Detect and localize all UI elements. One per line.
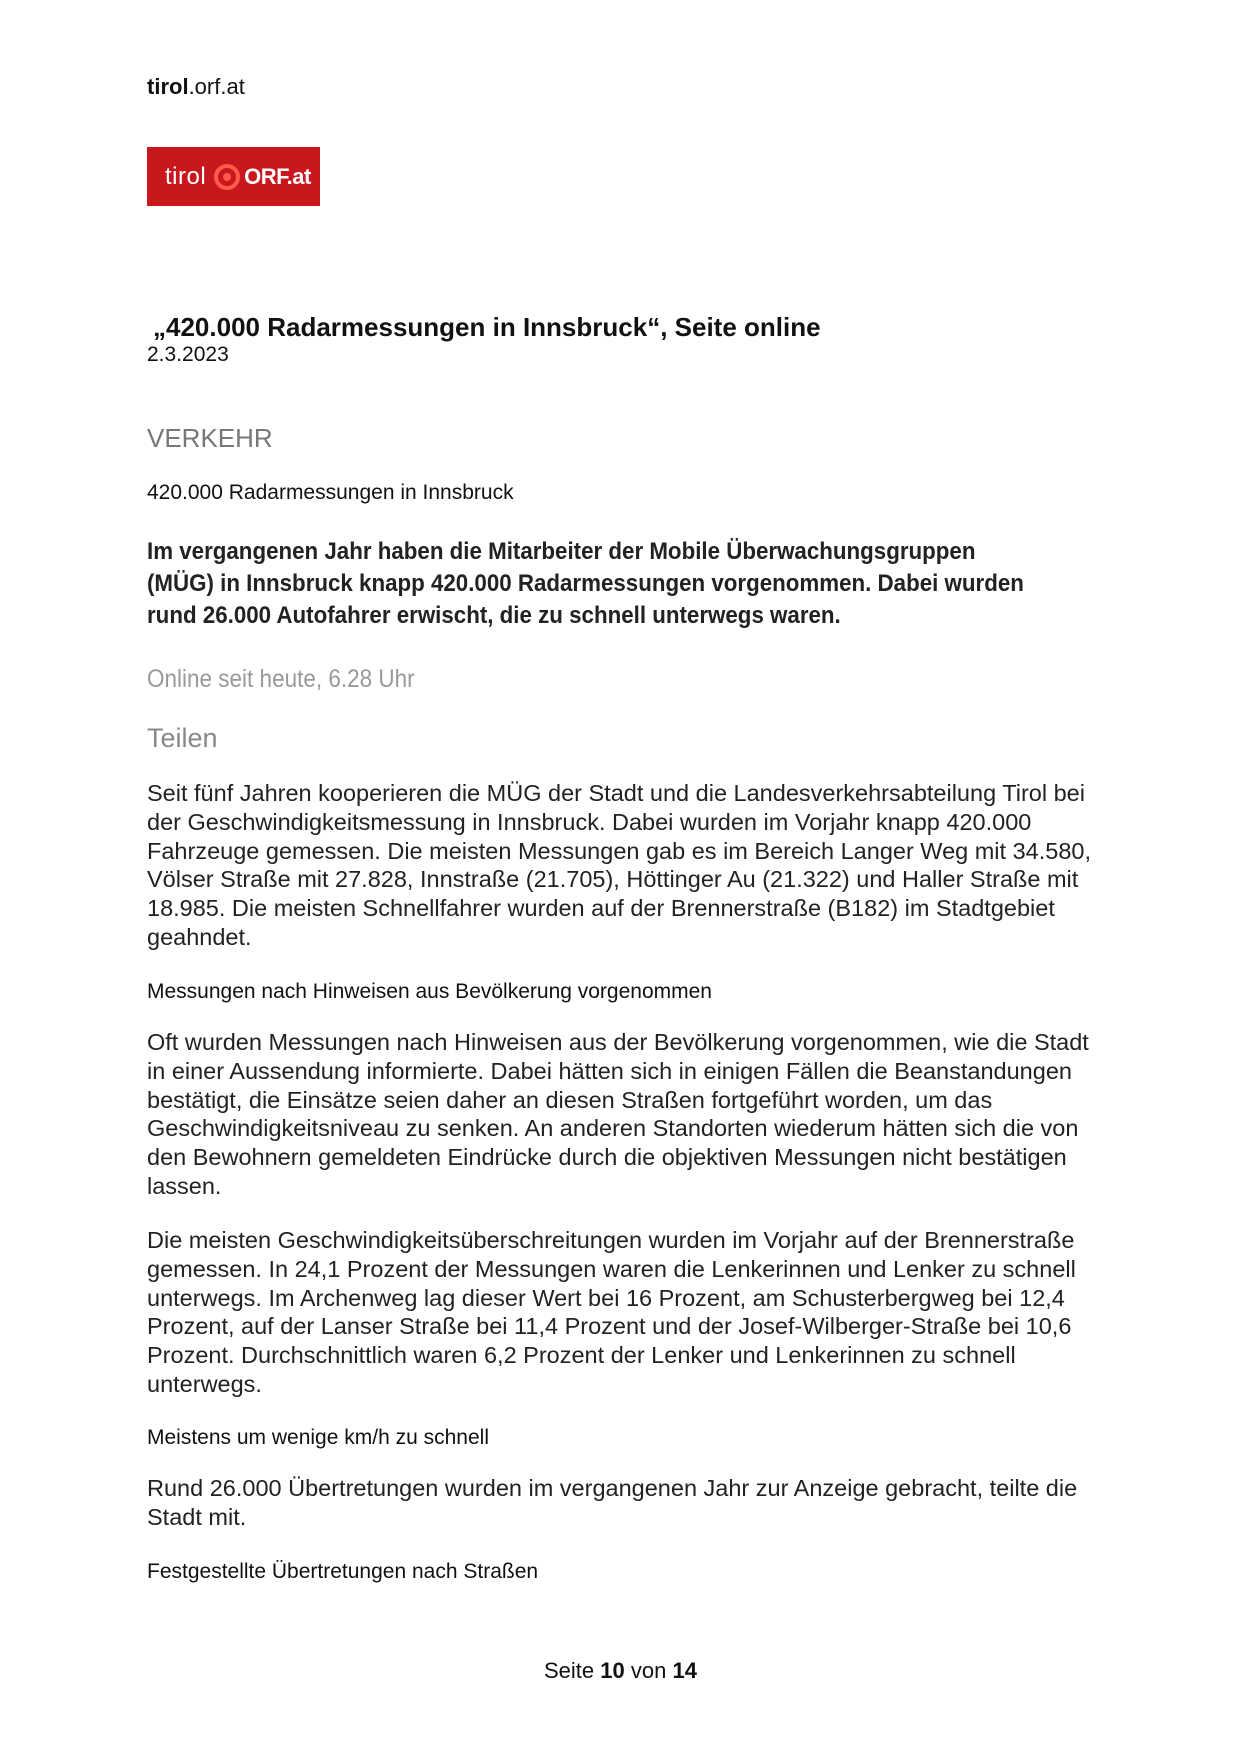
- source-site-rest: .orf.at: [188, 74, 245, 99]
- paragraph-2: Oft wurden Messungen nach Hinweisen aus der Bevölkerung vorgenommen, wie die Stadt in einer Aussendung informierte. Dabei hätten sich in einigen Fällen die Beanstandungen bestätigt, die Einsätze seien daher an diesen Straßen fortgeführt worden, um das Geschwindigkeitsniveau zu senken. An anderen Standorten wiederum hätten sich die von den Bewohnern gemeldeten Eindrücke durch die objektiven Messungen nicht bestätigen lassen.: [147, 1029, 1089, 1199]
- document-date: 2.3.2023: [147, 343, 229, 366]
- paragraph-1: Seit fünf Jahren kooperieren die MÜG der Stadt und die Landesverkehrsabteilung Tirol bei der Geschwindigkeitsmessung in Innsbruck. Dabei wurden im Vorjahr knapp 420.000 Fahrzeuge gemessen. Die meisten Messungen gab es im Bereich Langer Weg mit 34.580, Völser Straße mit 27.828, Innstraße (21.705), Höttinger Au (21.322) und Haller Straße mit 18.985. Die meisten Schnellfahrer wurden auf der Brennerstraße (B182) im Stadtgebiet geahndet.: [147, 780, 1091, 950]
- paragraph-4: Rund 26.000 Übertretungen wurden im vergangenen Jahr zur Anzeige gebracht, teilte die Stadt mit.: [147, 1475, 1078, 1530]
- logo-text-orf: ORF.at: [244, 163, 311, 189]
- orf-ring-icon: [214, 164, 240, 190]
- tirol-orf-logo: [147, 147, 320, 206]
- logo-text-tirol: tirol: [165, 162, 207, 190]
- subheading-1: Messungen nach Hinweisen aus Bevölkerung vorgenommen: [147, 980, 712, 1003]
- online-timestamp: Online seit heute, 6.28 Uhr: [147, 665, 415, 693]
- section-tag: VERKEHR: [147, 423, 273, 453]
- share-link[interactable]: Teilen: [147, 723, 218, 753]
- page-footer: [0, 1658, 1241, 1684]
- paragraph-3: Die meisten Geschwindigkeitsüberschreitungen wurden im Vorjahr auf der Brennerstraße gemessen. In 24,1 Prozent der Messungen waren die Lenkerinnen und Lenker zu schnell unterwegs. Im Archenweg lag dieser Wert bei 16 Prozent, am Schusterbergweg bei 12,4 Prozent, auf der Lanser Straße bei 11,4 Prozent und der Josef-Wilberger-Straße bei 10,6 Prozent. Durchschnittlich waren 6,2 Prozent der Lenker und Lenkerinnen zu schnell unterwegs.: [147, 1227, 1076, 1397]
- footer-page-number: 10: [600, 1658, 625, 1683]
- subheading-2: Meistens um wenige km/h zu schnell: [147, 1426, 489, 1449]
- subheading-3: Festgestellte Übertretungen nach Straßen: [147, 1560, 539, 1583]
- document-title: „420.000 Radarmessungen in Innsbruck“, Seite online: [153, 312, 821, 342]
- article-lead: Im vergangenen Jahr haben die Mitarbeiter der Mobile Überwachungsgruppen (MÜG) in Innsbruck knapp 420.000 Radarmessungen vorgenommen. Dabei wurden rund 26.000 Autofahrer erwischt, die zu schnell unterwegs waren.: [147, 538, 1024, 629]
- source-site: [147, 74, 245, 100]
- footer-page-total: 14: [672, 1658, 697, 1683]
- footer-page-word: Seite: [544, 1658, 595, 1683]
- source-site-bold: tirol: [147, 74, 189, 99]
- footer-of-word: von: [630, 1658, 667, 1683]
- article-heading: 420.000 Radarmessungen in Innsbruck: [147, 481, 514, 504]
